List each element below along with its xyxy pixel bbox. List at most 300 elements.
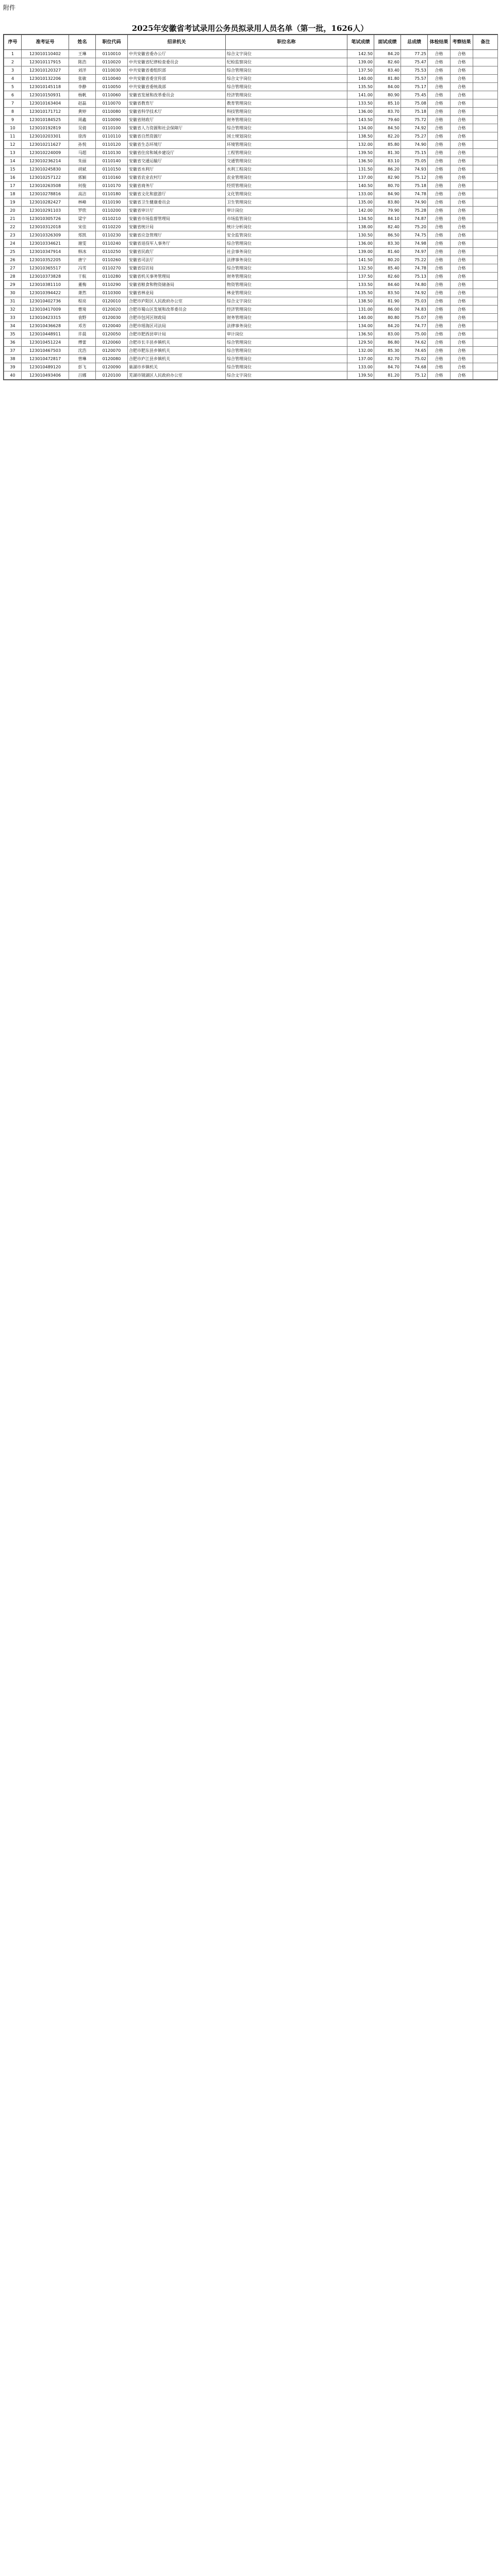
cell-note [473,256,498,264]
table-row [4,58,498,66]
cell-written: 137.50 [347,273,374,281]
cell-code: 0110100 [96,124,128,132]
cell-total: 74.93 [401,165,428,174]
cell-ticket: 123010117915 [22,58,69,66]
cell-position: 综合管理岗位 [226,355,347,363]
cell-note [473,165,498,174]
table-row [4,338,498,347]
cell-position: 综合管理岗位 [226,264,347,273]
cell-total: 75.13 [401,273,428,281]
cell-org: 安徽省信访局 [128,264,226,273]
table-row [4,330,498,338]
cell-name: 罗欣 [69,207,96,215]
col-header: 准考证号 [22,35,69,50]
cell-interview: 85.80 [374,141,401,149]
cell-position: 国土规划岗位 [226,132,347,141]
cell-name: 刘洋 [69,66,96,75]
table-row [4,50,498,58]
cell-seq: 31 [4,297,22,306]
cell-code: 0120040 [96,322,128,330]
cell-ticket: 123010365517 [22,264,69,273]
cell-interview: 85.10 [374,99,401,108]
cell-org: 合肥市庐阳区人民政府办公室 [128,297,226,306]
cell-interview: 79.60 [374,116,401,124]
cell-interview: 85.30 [374,347,401,355]
cell-name: 傅蕾 [69,338,96,347]
cell-position: 社会事务岗位 [226,248,347,256]
cell-inspect: 合格 [451,91,473,99]
cell-name: 宋佳 [69,223,96,231]
cell-position: 综合文字岗位 [226,297,347,306]
cell-seq: 34 [4,322,22,330]
table-row [4,132,498,141]
cell-interview: 83.10 [374,157,401,165]
cell-total: 74.78 [401,190,428,198]
cell-interview: 84.60 [374,281,401,289]
cell-seq: 4 [4,75,22,83]
cell-seq: 38 [4,355,22,363]
cell-ticket: 123010436628 [22,322,69,330]
cell-total: 74.90 [401,198,428,207]
cell-total: 75.22 [401,256,428,264]
cell-position: 经济管理岗位 [226,306,347,314]
cell-total: 75.17 [401,83,428,91]
cell-interview: 83.00 [374,330,401,338]
cell-total: 74.83 [401,306,428,314]
cell-written: 137.00 [347,355,374,363]
cell-note [473,182,498,190]
cell-note [473,371,498,380]
cell-ticket: 123010120327 [22,66,69,75]
cell-ticket: 123010110402 [22,50,69,58]
cell-physical: 合格 [428,322,451,330]
cell-interview: 81.80 [374,75,401,83]
cell-position: 综合文字岗位 [226,50,347,58]
cell-name: 吴倩 [69,124,96,132]
table-row [4,240,498,248]
cell-code: 0110180 [96,190,128,198]
cell-code: 0110240 [96,240,128,248]
cell-org: 安徽省教育厅 [128,99,226,108]
cell-total: 75.45 [401,91,428,99]
cell-name: 徐涛 [69,132,96,141]
cell-ticket: 123010184525 [22,116,69,124]
cell-code: 0110160 [96,174,128,182]
cell-note [473,108,498,116]
cell-written: 139.00 [347,248,374,256]
cell-ticket: 123010245830 [22,165,69,174]
cell-physical: 合格 [428,116,451,124]
cell-seq: 27 [4,264,22,273]
cell-note [473,273,498,281]
table-row [4,223,498,231]
cell-ticket: 123010278816 [22,190,69,198]
cell-written: 131.00 [347,306,374,314]
cell-physical: 合格 [428,256,451,264]
cell-seq: 21 [4,215,22,223]
cell-seq: 24 [4,240,22,248]
cell-physical: 合格 [428,264,451,273]
cell-written: 129.50 [347,338,374,347]
cell-position: 林业管理岗位 [226,289,347,297]
cell-ticket: 123010448911 [22,330,69,338]
table-row [4,264,498,273]
cell-total: 75.27 [401,132,428,141]
cell-inspect: 合格 [451,363,473,371]
cell-org: 安徽省粮食和物资储备局 [128,281,226,289]
cell-inspect: 合格 [451,66,473,75]
cell-interview: 79.90 [374,207,401,215]
cell-code: 0110210 [96,215,128,223]
cell-name: 周鑫 [69,116,96,124]
cell-org: 巢湖市乡镇机关 [128,363,226,371]
cell-ticket: 123010381110 [22,281,69,289]
cell-physical: 合格 [428,207,451,215]
cell-ticket: 123010203301 [22,132,69,141]
cell-name: 许晨 [69,330,96,338]
cell-inspect: 合格 [451,141,473,149]
cell-org: 安徽省文化和旅游厅 [128,190,226,198]
cell-physical: 合格 [428,58,451,66]
cell-name: 郑凯 [69,231,96,240]
cell-total: 75.53 [401,66,428,75]
table-row [4,182,498,190]
cell-code: 0110140 [96,157,128,165]
cell-org: 安徽省生态环境厅 [128,141,226,149]
cell-position: 综合管理岗位 [226,363,347,371]
cell-position: 审计岗位 [226,330,347,338]
cell-written: 132.00 [347,347,374,355]
cell-code: 0110300 [96,289,128,297]
cell-interview: 84.10 [374,215,401,223]
cell-name: 韩冰 [69,248,96,256]
cell-interview: 82.40 [374,223,401,231]
cell-written: 139.50 [347,149,374,157]
cell-code: 0110290 [96,281,128,289]
cell-interview: 80.80 [374,314,401,322]
cell-seq: 36 [4,338,22,347]
cell-position: 综合文字岗位 [226,75,347,83]
cell-interview: 84.20 [374,322,401,330]
cell-written: 138.00 [347,223,374,231]
cell-ticket: 123010171712 [22,108,69,116]
cell-interview: 82.70 [374,355,401,363]
cell-ticket: 123010417009 [22,306,69,314]
cell-written: 141.50 [347,256,374,264]
cell-written: 141.00 [347,91,374,99]
cell-written: 136.50 [347,157,374,165]
cell-written: 131.50 [347,165,374,174]
cell-code: 0110250 [96,248,128,256]
cell-code: 0110110 [96,132,128,141]
table-row [4,198,498,207]
cell-ticket: 123010305726 [22,215,69,223]
cell-position: 文化管理岗位 [226,190,347,198]
cell-interview: 83.70 [374,108,401,116]
cell-inspect: 合格 [451,338,473,347]
cell-code: 0110050 [96,83,128,91]
cell-seq: 26 [4,256,22,264]
cell-seq: 17 [4,182,22,190]
cell-ticket: 123010334621 [22,240,69,248]
table-row [4,355,498,363]
table-row [4,190,498,198]
cell-org: 合肥市长丰县乡镇机关 [128,338,226,347]
cell-written: 140.50 [347,182,374,190]
cell-position: 农业管理岗位 [226,174,347,182]
cell-name: 冯雪 [69,264,96,273]
cell-total: 75.08 [401,99,428,108]
cell-position: 工程管理岗位 [226,149,347,157]
cell-org: 合肥市肥东县乡镇机关 [128,347,226,355]
cell-ticket: 123010451224 [22,338,69,347]
cell-written: 132.50 [347,264,374,273]
cell-org: 中共安徽省委统战部 [128,83,226,91]
cell-written: 136.00 [347,240,374,248]
table-row [4,215,498,223]
cell-ticket: 123010224009 [22,149,69,157]
cell-note [473,99,498,108]
cell-name: 马超 [69,149,96,157]
table-body [4,50,498,380]
table-row [4,281,498,289]
cell-org: 合肥市包河区财政局 [128,314,226,322]
page-title: 2025年安徽省考试录用公务员拟录用人员名单（第一批，1626人） [131,24,369,33]
cell-position: 市场监管岗位 [226,215,347,223]
cell-total: 74.92 [401,289,428,297]
cell-name: 曹琦 [69,306,96,314]
table-row [4,322,498,330]
cell-ticket: 123010423315 [22,314,69,322]
table-row [4,165,498,174]
cell-total: 75.12 [401,174,428,182]
cell-physical: 合格 [428,297,451,306]
cell-total: 75.20 [401,223,428,231]
cell-inspect: 合格 [451,330,473,338]
cell-written: 133.00 [347,363,374,371]
cell-interview: 80.70 [374,182,401,190]
cell-total: 74.80 [401,281,428,289]
cell-seq: 19 [4,198,22,207]
cell-note [473,174,498,182]
cell-total: 74.68 [401,363,428,371]
cell-name: 何俊 [69,182,96,190]
cell-inspect: 合格 [451,108,473,116]
cell-name: 林峰 [69,198,96,207]
col-header: 序号 [4,35,22,50]
cell-interview: 84.00 [374,83,401,91]
cell-interview: 80.20 [374,256,401,264]
cell-ticket: 123010467503 [22,347,69,355]
cell-code: 0110060 [96,91,128,99]
cell-interview: 84.50 [374,124,401,132]
col-header: 笔试成绩 [347,35,374,50]
cell-interview: 86.50 [374,231,401,240]
cell-position: 环境管理岗位 [226,141,347,149]
cell-name: 胡斌 [69,165,96,174]
cell-interview: 82.60 [374,58,401,66]
cell-note [473,240,498,248]
cell-name: 陈浩 [69,58,96,66]
cell-org: 中共安徽省委组织部 [128,66,226,75]
cell-ticket: 123010211627 [22,141,69,149]
table-row [4,256,498,264]
cell-inspect: 合格 [451,157,473,165]
cell-note [473,355,498,363]
cell-name: 彭飞 [69,363,96,371]
cell-written: 140.00 [347,75,374,83]
cell-inspect: 合格 [451,132,473,141]
cell-written: 130.50 [347,231,374,240]
cell-note [473,198,498,207]
cell-seq: 23 [4,231,22,240]
cell-total: 75.18 [401,182,428,190]
cell-code: 0110150 [96,165,128,174]
cell-org: 芜湖市镜湖区人民政府办公室 [128,371,226,380]
cell-seq: 3 [4,66,22,75]
cell-interview: 81.60 [374,248,401,256]
cell-seq: 10 [4,124,22,132]
cell-total: 77.25 [401,50,428,58]
cell-position: 法律事务岗位 [226,322,347,330]
cell-physical: 合格 [428,165,451,174]
cell-note [473,347,498,355]
cell-physical: 合格 [428,157,451,165]
table-row [4,273,498,281]
cell-code: 0110040 [96,75,128,83]
cell-code: 0110030 [96,66,128,75]
cell-note [473,330,498,338]
cell-note [473,248,498,256]
cell-code: 0120070 [96,347,128,355]
cell-inspect: 合格 [451,322,473,330]
cell-seq: 37 [4,347,22,355]
cell-ticket: 123010373828 [22,273,69,281]
cell-note [473,91,498,99]
cell-note [473,363,498,371]
cell-org: 安徽省商务厅 [128,182,226,190]
cell-written: 137.50 [347,66,374,75]
cell-inspect: 合格 [451,182,473,190]
cell-seq: 9 [4,116,22,124]
table-header-row [4,35,498,50]
cell-seq: 11 [4,132,22,141]
cell-note [473,66,498,75]
cell-note [473,149,498,157]
cell-total: 74.87 [401,215,428,223]
cell-interview: 82.60 [374,273,401,281]
cell-code: 0110080 [96,108,128,116]
cell-org: 安徽省林业局 [128,289,226,297]
cell-total: 75.72 [401,116,428,124]
cell-note [473,83,498,91]
cell-position: 综合管理岗位 [226,338,347,347]
cell-note [473,264,498,273]
cell-physical: 合格 [428,371,451,380]
cell-org: 安徽省机关事务管理局 [128,273,226,281]
cell-ticket: 123010472817 [22,355,69,363]
cell-physical: 合格 [428,149,451,157]
cell-written: 139.50 [347,371,374,380]
cell-code: 0120060 [96,338,128,347]
cell-total: 74.65 [401,347,428,355]
cell-org: 安徽省自然资源厅 [128,132,226,141]
cell-interview: 84.90 [374,190,401,198]
cell-note [473,116,498,124]
cell-seq: 7 [4,99,22,108]
cell-interview: 84.70 [374,363,401,371]
cell-name: 于航 [69,273,96,281]
table-row [4,231,498,240]
cell-written: 142.50 [347,50,374,58]
table-row [4,66,498,75]
cell-physical: 合格 [428,198,451,207]
cell-ticket: 123010192819 [22,124,69,132]
cell-ticket: 123010145118 [22,83,69,91]
cell-seq: 22 [4,223,22,231]
cell-ticket: 123010394422 [22,289,69,297]
cell-inspect: 合格 [451,207,473,215]
cell-physical: 合格 [428,273,451,281]
cell-code: 0110190 [96,198,128,207]
cell-note [473,322,498,330]
cell-position: 水利工程岗位 [226,165,347,174]
cell-ticket: 123010150931 [22,91,69,99]
cell-inspect: 合格 [451,371,473,380]
cell-physical: 合格 [428,182,451,190]
cell-total: 74.92 [401,124,428,132]
cell-org: 安徽省司法厅 [128,256,226,264]
cell-position: 财务管理岗位 [226,116,347,124]
cell-seq: 2 [4,58,22,66]
cell-name: 梁宇 [69,215,96,223]
cell-code: 0110010 [96,50,128,58]
cell-interview: 81.90 [374,297,401,306]
cell-org: 中共安徽省纪律检查委员会 [128,58,226,66]
cell-org: 安徽省农业农村厅 [128,174,226,182]
cell-inspect: 合格 [451,149,473,157]
cell-note [473,141,498,149]
cell-physical: 合格 [428,306,451,314]
cell-written: 137.00 [347,174,374,182]
cell-name: 孙悦 [69,141,96,149]
cell-org: 安徽省应急管理厅 [128,231,226,240]
cell-physical: 合格 [428,215,451,223]
cell-code: 0110120 [96,141,128,149]
cell-name: 黄婷 [69,108,96,116]
cell-position: 卫生管理岗位 [226,198,347,207]
cell-name: 吕娜 [69,371,96,380]
cell-inspect: 合格 [451,231,473,240]
cell-inspect: 合格 [451,273,473,281]
cell-name: 萧然 [69,289,96,297]
cell-code: 0120030 [96,314,128,322]
cell-inspect: 合格 [451,281,473,289]
cell-org: 安徽省审计厅 [128,207,226,215]
cell-position: 财务管理岗位 [226,314,347,322]
cell-physical: 合格 [428,248,451,256]
cell-total: 74.90 [401,141,428,149]
table-row [4,116,498,124]
cell-name: 沈浩 [69,347,96,355]
cell-inspect: 合格 [451,297,473,306]
cell-org: 合肥市蜀山区发展和改革委员会 [128,306,226,314]
cell-physical: 合格 [428,289,451,297]
table-row [4,363,498,371]
col-header: 考察结果 [451,35,473,50]
cell-interview: 85.40 [374,264,401,273]
cell-note [473,223,498,231]
